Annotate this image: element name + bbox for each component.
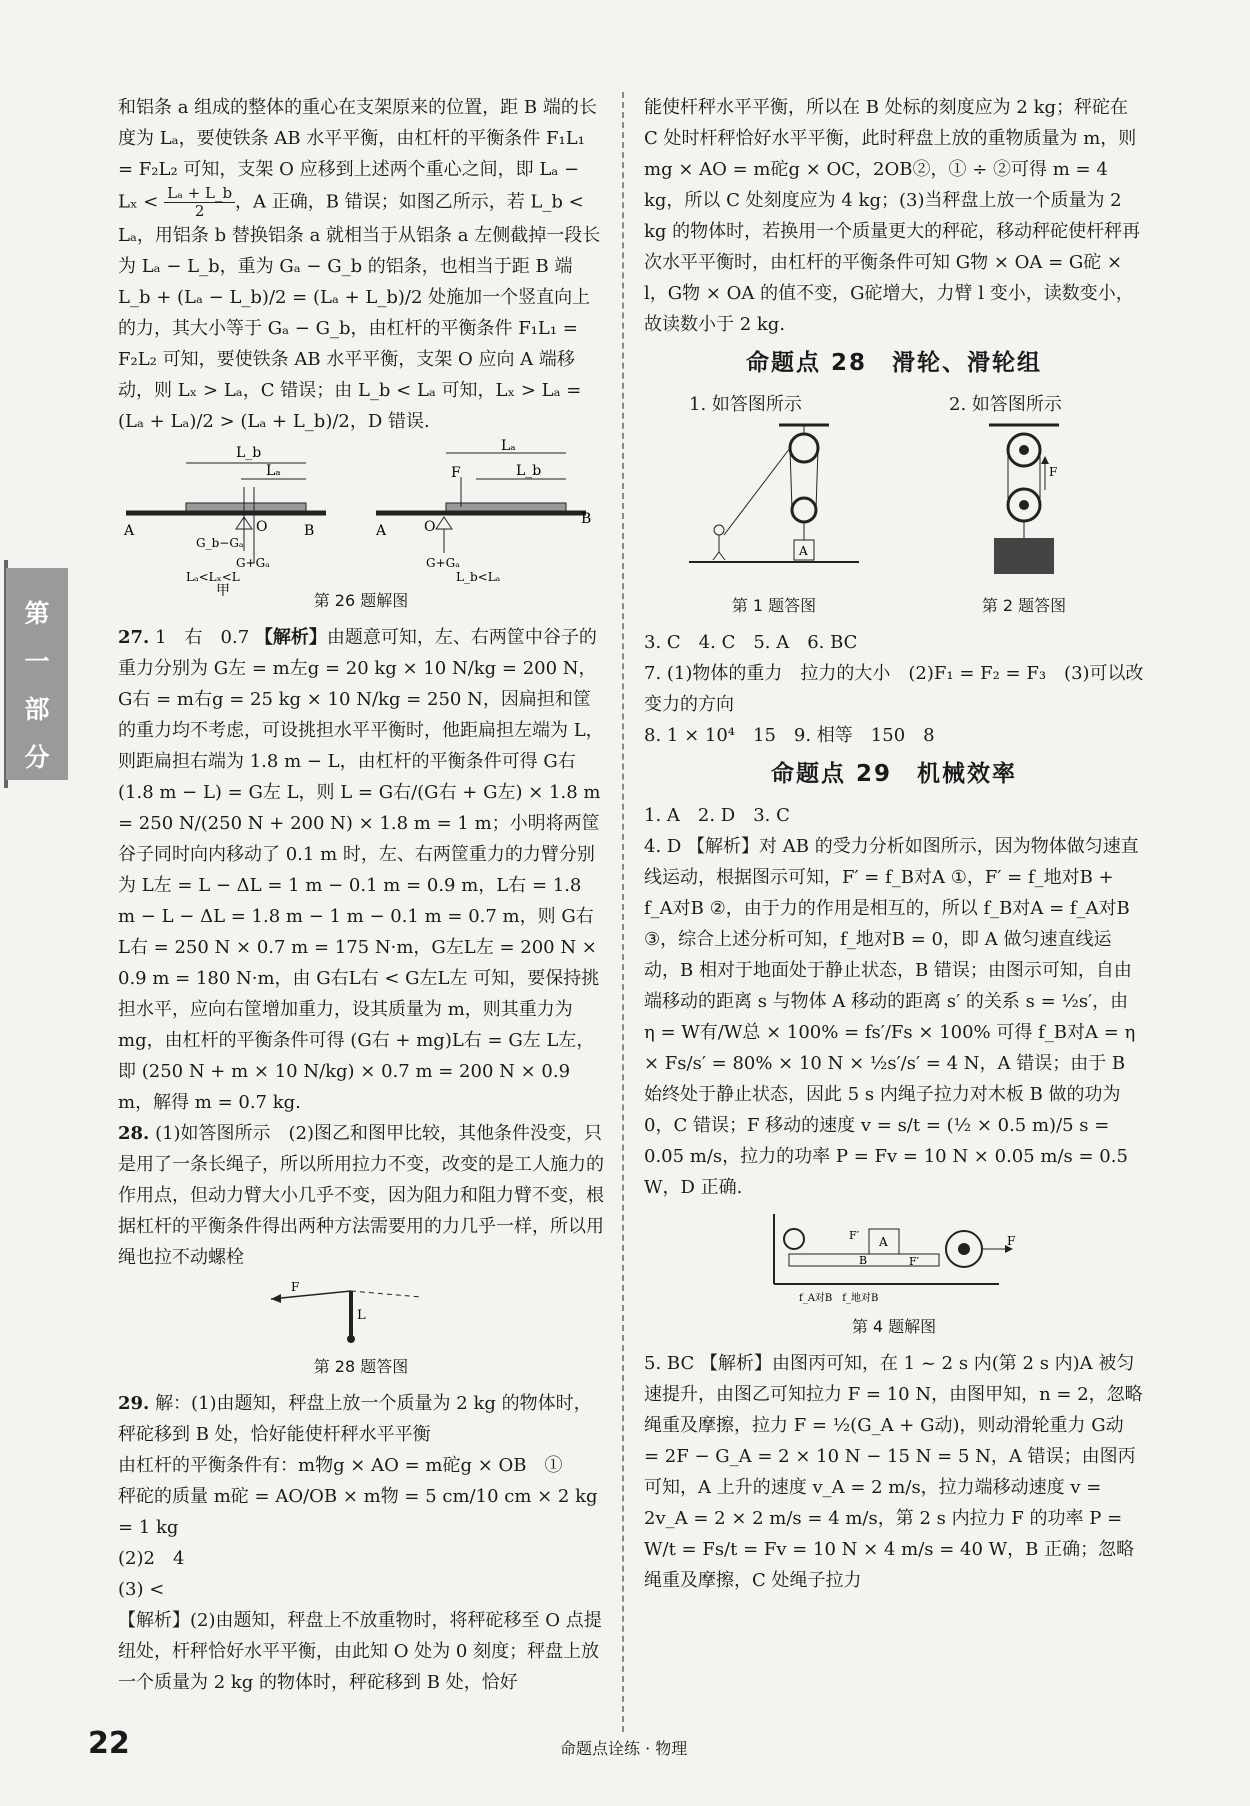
q27-analysis: 由题意可知，左、右两筐中谷子的重力分别为 G左 = m左g = 20 kg × 10 N/kg = 200 N，G右 = m右g = 25 kg × 10 N/kg = 250 N，因扁担和筐的重力均不考虑，可设挑担水平平衡时，他距扁担左端为 L，则距扁担右端为 1.8 m − L，由杠杆的平衡条件可得 G右(1.8 m − L) = G左 L，则 L = G右/(G右 + G左) × 1.8 m = 250 N/(250 N + 200 N) × 1.8 m = 1 m；小明将两筐谷子同时向内移动了 0.1 m 时，左、右两筐重力的力臂分别为 L左 = L − ΔL = 1 m − 0.1 m = 0.9 m，L右 = 1.8 m − L − ΔL = 1.8 m − 1 m − 0.1 m = 0.7 m，则 G右L右 = 250 N × 0.7 m = 175 N·m，G左L左 = 200 N × 0.9 m = 180 N·m，由 G右L右 < G左L左 可知，要保持挑担水平，应向右筐增加重力，设其质量为 m，则其重力为 mg，由杠杆的平衡条件可得 (G右 + mg)L右 = G左 L左，即 (250 N + m × 10 N/kg) × 0.7 m = 200 N × 0.9 m，解得 m = 0.7 kg.: [118, 627, 604, 1113]
right-column: [644, 92, 1144, 1596]
page-number: 22: [88, 1726, 130, 1761]
svg-text:F: F: [291, 1280, 300, 1294]
figure-28: [261, 1279, 461, 1349]
q28: [118, 1118, 604, 1273]
s28-answers-8-9: 8. 1 × 10⁴ 15 9. 相等 150 8: [644, 725, 935, 746]
frac-top: Lₐ + L_b: [164, 185, 235, 203]
svg-text:A: A: [799, 544, 808, 558]
svg-text:F: F: [451, 465, 461, 481]
q29-line-6: 【解析】(2)由题知，秤盘上不放重物时，将秤砣移至 O 点提纽处，杆秤恰好水平平衡，由此知 O 处为 0 刻度；秤盘上放一个质量为 2 kg 的物体时，秤砣移到 B 处，恰好: [118, 1610, 602, 1693]
s29-answers-1-3: 1. A 2. D 3. C: [644, 805, 790, 826]
svg-text:F: F: [1007, 1234, 1016, 1248]
q29-line-1: 解：(1)由题知，秤盘上放一个质量为 2 kg 的物体时，秤砣移到 B 处，恰好能使杆秤水平平衡: [118, 1393, 592, 1445]
q29-line-4: (2)2 4: [118, 1548, 185, 1569]
s29-q4: 4. D 【解析】对 AB 的受力分析如图所示，因为物体做匀速直线运动，根据图示可知，F′ = f_B对A ①，F′ = f_地对B + f_A对B ②，由于力的作用是相互的，所以 f_B对A = f_A对B ③，综合上述分析可知，f_地对B = 0，即 A 做匀速直线运动，B 相对于地面处于静止状态，B 错误；由图示可知，自由端移动的距离 s 与物体 A 移动的距离 s′ 的关系 s = ½s′，由 η = W有/W总 × 100% = fs′/Fs × 100% 可得 f_B对A = η × Fs/s′ = 80% × 10 N × ½s′/s′ = 4 N，A 错误；由于 B 始终处于静止状态，因此 5 s 内绳子拉力对木板 B 做的功为 0，C 错误；F 移动的速度 v = s/t = (½ × 0.5 m)/5 s = 0.05 m/s，拉力的功率 P = Fv = 10 N × 0.05 m/s = 0.5 W，D 正确.: [644, 836, 1139, 1198]
s28-figure-2: [949, 420, 1099, 580]
fig4-caption: 第 4 题解图: [851, 1317, 937, 1336]
s28-q2-block: [949, 389, 1099, 621]
svg-text:L: L: [357, 1308, 366, 1323]
svg-text:f_A对B f_地对B: f_A对B f_地对B: [799, 1293, 879, 1304]
s28-q1-block: [689, 389, 859, 621]
s28-caption-1: 第 1 题答图: [731, 596, 817, 615]
fig26-caption: 第 26 题解图: [313, 591, 409, 610]
q29: [118, 1388, 604, 1450]
svg-text:Lₐ: Lₐ: [266, 463, 281, 479]
q27: [118, 622, 604, 1118]
q29-line-2: 由杠杆的平衡条件有：m物g × AO = m砣g × OB ①: [118, 1455, 563, 1476]
svg-text:F′: F′: [909, 1255, 920, 1268]
s28-answer-7: 7. (1)物体的重力 拉力的大小 (2)F₁ = F₂ = F₃ (3)可以改变力的方向: [644, 663, 1144, 715]
svg-text:O: O: [256, 519, 268, 535]
svg-text:A: A: [376, 523, 387, 539]
q27-answer: 1 右 0.7: [155, 627, 250, 648]
s28-answers-3-6: 3. C 4. C 5. A 6. BC: [644, 632, 858, 653]
fraction: [164, 185, 235, 220]
left-column: [118, 92, 604, 1698]
svg-text:F′: F′: [849, 1229, 860, 1242]
q29-line-3: 秤砣的质量 m砣 = AO/OB × m物 = 5 cm/10 cm × 2 kg = 1 kg: [118, 1486, 598, 1538]
footer-title: 命题点诠练 · 物理: [560, 1739, 688, 1758]
q29-line-5: (3) <: [118, 1579, 165, 1600]
svg-text:A: A: [879, 1235, 888, 1249]
q27-analysis-tag: 【解析】: [254, 627, 327, 648]
svg-text:B: B: [304, 523, 315, 539]
fig26-a-label: 甲: [216, 583, 230, 599]
fig28-caption: 第 28 题答图: [313, 1357, 409, 1376]
s28-q2: 2. 如答图所示: [949, 394, 1062, 415]
svg-text:Lₐ<Lₓ<L: Lₐ<Lₓ<L: [186, 570, 240, 584]
svg-text:L_b: L_b: [516, 463, 542, 479]
s28-q1: 1. 如答图所示: [689, 394, 802, 415]
svg-text:B: B: [581, 511, 592, 527]
q26-continuation: [118, 92, 604, 437]
s29-q5: 5. BC 【解析】由图丙可知，在 1 ~ 2 s 内(第 2 s 内)A 被匀速提升，由图乙可知拉力 F = 10 N，由图甲知，n = 2，忽略绳重及摩擦，拉力 F = ½(G_A + G动)，则动滑轮重力 G动 = 2F − G_A = 2 × 10 N − 15 N = 5 N，A 错误；由图丙可知，A 上升的速度 v_A = 2 m/s，拉力端移动速度 v = 2v_A = 2 × 2 m/s = 4 m/s，第 2 s 内拉力 F 的功率 P = W/t = Fs/t = Fv = 10 N × 4 m/s = 40 W，B 正确；忽略绳重及摩擦，C 处绳子拉力: [644, 1353, 1143, 1591]
svg-text:G+Gₐ: G+Gₐ: [426, 556, 460, 570]
svg-text:A: A: [124, 523, 135, 539]
q28-text: (1)如答图所示 (2)图乙和图甲比较，其他条件没变，只是用了一条长绳子，所以所用拉力不变，改变的是工人施力的作用点，但动力臂大小几乎不变，因为阻力和阻力臂不变，根据杠杆的平衡条件得出两种方法需要用的力几乎一样，所以用绳也拉不动螺栓: [118, 1123, 604, 1268]
svg-text:B: B: [859, 1254, 868, 1267]
svg-text:L_b<Lₐ: L_b<Lₐ: [456, 570, 501, 584]
q26-text-b: ，A 正确，B 错误；如图乙所示，若 L_b < Lₐ，用铝条 b 替换铝条 a 就相当于从铝条 a 左侧截掉一段长为 Lₐ − L_b，重为 Gₐ − G_b 的铝条，也相当于距 B 端 L_b + (Lₐ − L_b)/2 = (Lₐ + L_b)/2 处施加一个竖直向上的力，其大小等于 Gₐ − G_b，由杠杆的平衡条件 F₁L₁ = F₂L₂ 可知，要使铁条 AB 水平平衡，支架 O 应向 A 端移动，则 Lₓ > Lₐ，C 错误；由 L_b < Lₐ 可知，Lₓ > Lₐ = (Lₐ + Lₐ)/2 > (Lₐ + L_b)/2，D 错误.: [118, 191, 601, 432]
svg-text:G_b−Gₐ: G_b−Gₐ: [196, 536, 244, 550]
s29-figure-4: [769, 1209, 1019, 1309]
svg-text:F: F: [1049, 465, 1058, 479]
section-29-title: 命题点 29 机械效率: [770, 761, 1017, 787]
q29-continuation: 能使杆秤水平平衡，所以在 B 处标的刻度应为 2 kg；秤砣在 C 处时杆秤恰好水平平衡，此时秤盘上放的重物质量为 m，则 mg × AO = m砣g × OC，2OB②，① ÷ ②可得 m = 4 kg，所以 C 处刻度应为 4 kg；(3)当秤盘上放一个质量为 2 kg 的物体时，若换用一个质量更大的秤砣，移动秤砣使杆秤再次水平平衡时，由杠杆的平衡条件可知 G物 × OA = G砣 × l，G物 × OA 的值不变，G砣增大，力臂 l 变小，读数变小，故读数小于 2 kg.: [644, 97, 1141, 335]
q26-text-a: 和铝条 a 组成的整体的重心在支架原来的位置，距 B 端的长度为 Lₐ，要使铁条 AB 水平平衡，由杠杆的平衡条件 F₁L₁ = F₂L₂ 可知，支架 O 应移到上述两个重心之间，即 Lₐ − Lₓ <: [118, 97, 597, 213]
svg-text:G+Gₐ: G+Gₐ: [236, 556, 270, 570]
svg-text:O: O: [424, 519, 436, 535]
q29-number: 29.: [118, 1393, 150, 1414]
s28-q1-q2-row: [644, 389, 1144, 621]
frac-bottom: 2: [194, 202, 205, 220]
section-tab: [6, 568, 68, 780]
figure-26: [124, 438, 596, 599]
svg-text:Lₐ: Lₐ: [501, 438, 516, 454]
q27-number: 27.: [118, 627, 150, 648]
s28-caption-2: 第 2 题答图: [981, 596, 1067, 615]
column-divider: [622, 92, 624, 1732]
s28-figure-1: [689, 420, 859, 580]
section-tab-label: 第一部分: [24, 599, 50, 772]
q28-number: 28.: [118, 1123, 150, 1144]
svg-text:L_b: L_b: [236, 445, 262, 461]
section-28-title: 命题点 28 滑轮、滑轮组: [745, 350, 1042, 376]
